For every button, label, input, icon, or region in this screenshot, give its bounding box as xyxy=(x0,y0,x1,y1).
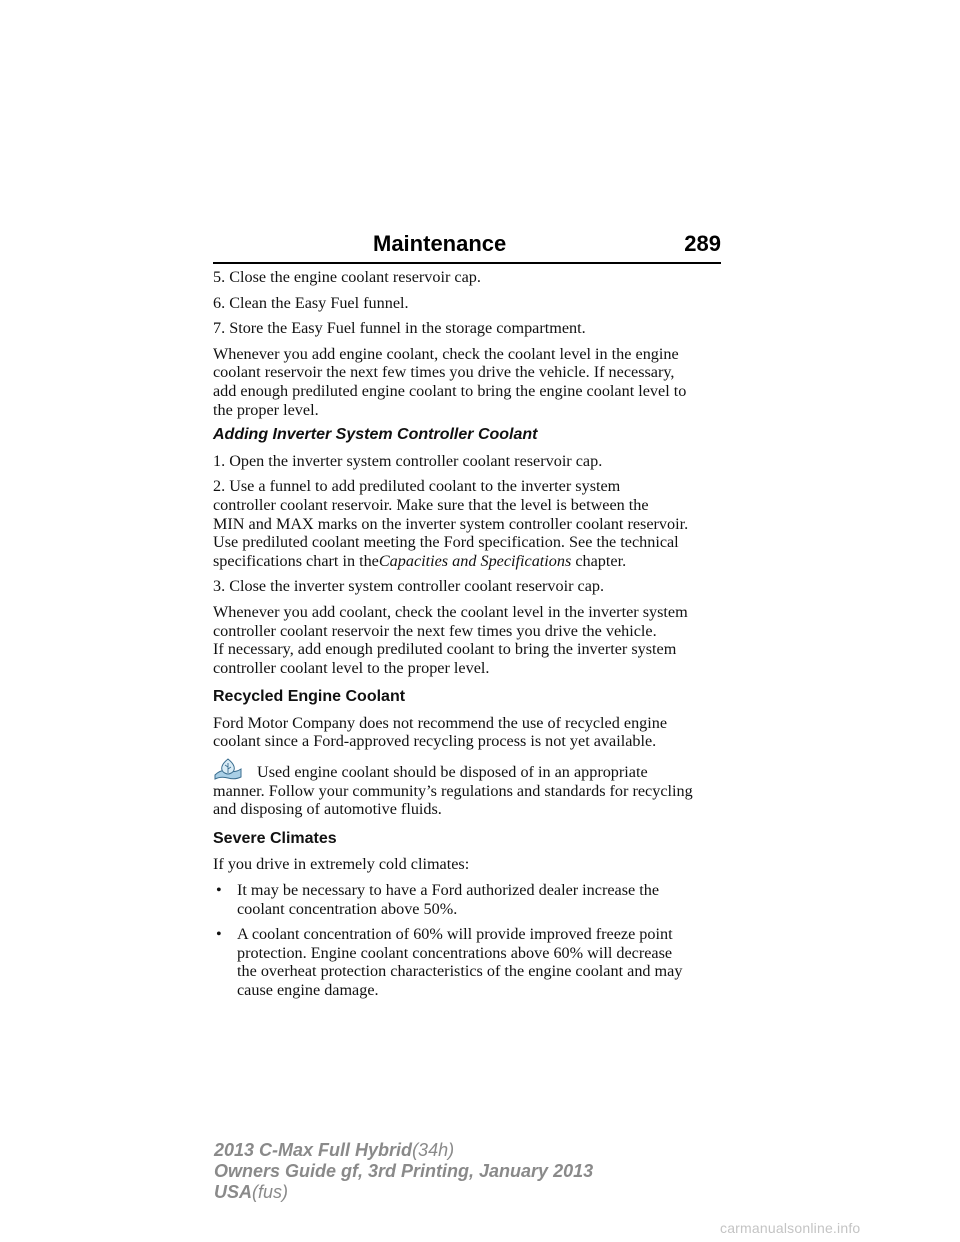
page-number: 289 xyxy=(684,231,721,256)
page-content xyxy=(213,268,723,1007)
severe-climate-list xyxy=(213,881,723,1000)
list-item: • A coolant concentration of 60% will provide improved freeze point protection. Engine coolant concentrations above 60% will decrease the overheat protection characteristics of the engine coolant and may cause engine damage. xyxy=(216,925,683,999)
header-divider xyxy=(213,262,721,264)
environment-icon xyxy=(213,757,243,781)
footer-market: USA xyxy=(214,1182,253,1202)
paragraph-recycled: Ford Motor Company does not recommend the use of recycled engine coolant since a Ford-approved recycling process is not yet available. xyxy=(213,713,668,751)
step-5: 5. Close the engine coolant reservoir cap. xyxy=(213,268,481,286)
chapter-reference: Capacities and Specifications xyxy=(378,551,572,570)
bullet-icon: • xyxy=(216,881,222,900)
bullet-icon: • xyxy=(216,925,222,944)
environment-note: Used engine coolant should be disposed of in an appropriate manner. Follow your community’s regulations and standards for recycling and disposing of automotive fluids. xyxy=(213,763,723,819)
footer-printing: Owners Guide gf, 3rd Printing, January 2013 xyxy=(214,1161,594,1181)
footer-model: 2013 C-Max Full Hybrid xyxy=(214,1140,413,1160)
step-7: 7. Store the Easy Fuel funnel in the storage compartment. xyxy=(213,319,586,338)
heading-severe-climates: Severe Climates xyxy=(213,829,337,847)
inverter-step-3: 3. Close the inverter system controller coolant reservoir cap. xyxy=(213,577,605,596)
paragraph-inverter-check: Whenever you add coolant, check the coolant level in the inverter system controller coolant reservoir the next few times you drive the vehicle. If necessary, add enough prediluted coolant to bring the inverter system controller coolant level to the proper level. xyxy=(213,602,688,677)
footer-market-code: (fus) xyxy=(252,1182,289,1202)
paragraph-check-coolant: Whenever you add engine coolant, check the coolant level in the engine coolant reservoir the next few times you drive the vehicle. If necessary, add enough prediluted engine coolant to bring the engine coolant level to the proper level. xyxy=(213,344,687,419)
step-6: 6. Clean the Easy Fuel funnel. xyxy=(213,293,409,312)
page-footer xyxy=(214,1140,634,1203)
page-header xyxy=(213,229,721,261)
watermark: carmanualsonline.info xyxy=(720,1220,861,1236)
heading-inverter-coolant: Adding Inverter System Controller Coolant xyxy=(213,426,538,444)
paragraph-severe: If you drive in extremely cold climates: xyxy=(213,855,470,874)
section-title: Maintenance xyxy=(373,231,507,256)
list-item: • It may be necessary to have a Ford authorized dealer increase the coolant concentration above 50%. xyxy=(216,881,660,918)
footer-model-code: (34h) xyxy=(412,1140,455,1160)
heading-recycled-coolant: Recycled Engine Coolant xyxy=(213,688,406,706)
inverter-step-1: 1. Open the inverter system controller coolant reservoir cap. xyxy=(213,451,603,470)
inverter-step-2: 2. Use a funnel to add prediluted coolant to the inverter system controller coolant reservoir. Make sure that the level is between the MIN and MAX marks on the inverter system controller coolant reservoir. Use prediluted coolant meeting the Ford specification. See the technical specifications chart in theCapacities and Specifications chapter. xyxy=(213,477,689,570)
